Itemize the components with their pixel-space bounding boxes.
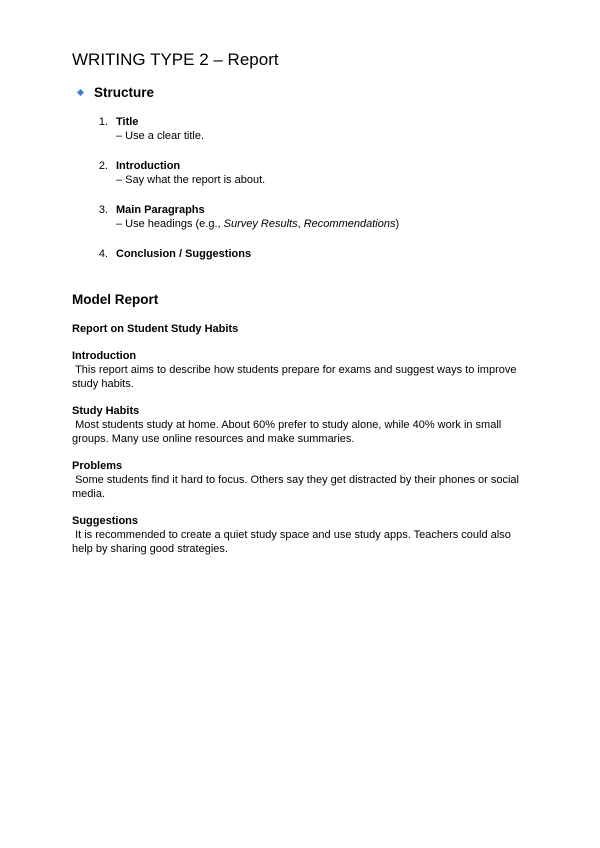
step-note: – Use a clear title. — [116, 130, 205, 142]
document-title: WRITING TYPE 2 – Report — [72, 50, 279, 69]
report-section-introduction — [72, 349, 532, 391]
list-item — [72, 247, 532, 261]
section-heading: Problems — [72, 460, 123, 472]
list-item — [72, 159, 532, 187]
step-number: 1. — [98, 116, 108, 128]
step-note-example-1: Survey Results — [223, 218, 298, 230]
section-body: This report aims to describe how students prepare for exams and suggest ways to improve study habits. — [72, 364, 520, 390]
step-note-prefix: – Use headings (e.g., — [116, 218, 224, 230]
step-number: 2. — [98, 160, 108, 172]
diamond-bullet-icon — [76, 89, 85, 98]
list-item — [72, 203, 532, 231]
report-section-study-habits — [72, 404, 532, 446]
step-note: – Say what the report is about. — [116, 174, 266, 186]
structure-heading — [72, 84, 532, 102]
structure-heading-label: Structure — [94, 85, 155, 100]
step-note-suffix: ) — [395, 218, 400, 230]
step-title: Introduction — [116, 160, 181, 172]
section-heading: Study Habits — [72, 405, 140, 417]
report-section-problems — [72, 459, 532, 501]
section-heading: Suggestions — [72, 515, 139, 527]
section-body: Most students study at home. About 60% prefer to study alone, while 40% work in small groups. Many use online resources and make summaries. — [72, 419, 505, 445]
step-note-separator: , — [297, 218, 304, 230]
report-title: Report on Student Study Habits — [72, 323, 239, 335]
document-page — [72, 50, 532, 556]
step-title: Main Paragraphs — [116, 204, 205, 216]
step-note-example-2: Recommendations — [303, 218, 396, 230]
section-body: It is recommended to create a quiet study space and use study apps. Teachers could also help by sharing good strategies. — [72, 529, 514, 555]
list-item — [72, 115, 532, 143]
report-section-suggestions — [72, 514, 532, 556]
step-number: 3. — [98, 204, 108, 216]
step-title: Conclusion / Suggestions — [116, 248, 252, 260]
section-heading: Introduction — [72, 350, 137, 362]
step-number: 4. — [98, 248, 108, 260]
section-body: Some students find it hard to focus. Others say they get distracted by their phones or social media. — [72, 474, 523, 500]
model-report-heading: Model Report — [72, 292, 159, 307]
step-note — [116, 217, 399, 231]
structure-steps-list — [72, 115, 532, 261]
step-title: Title — [116, 116, 139, 128]
